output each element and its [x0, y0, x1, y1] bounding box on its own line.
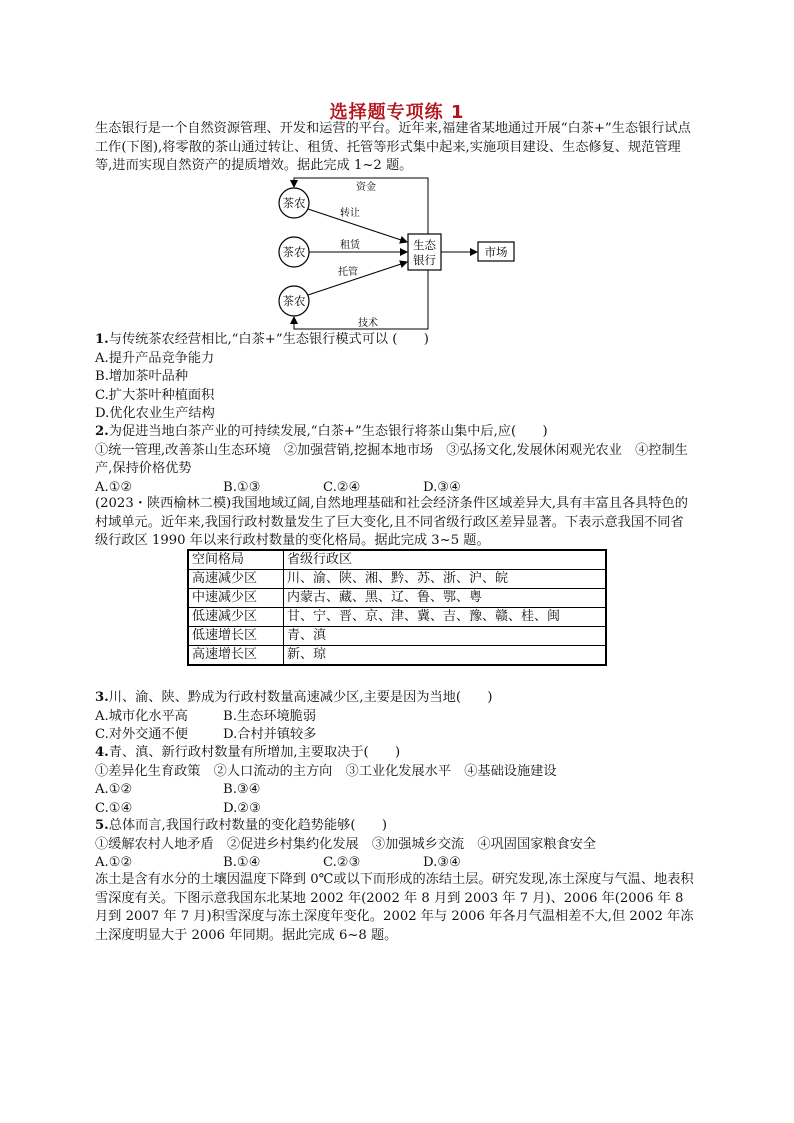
option-d: D.③④: [423, 855, 461, 870]
option-a: A.城市化水平高: [95, 708, 188, 724]
eco-bank-node: [408, 234, 441, 270]
option-a: A.①②: [95, 782, 133, 797]
option-c: C.②③: [323, 855, 361, 870]
table-cell: 甘、宁、晋、京、津、冀、吉、豫、赣、桂、闽: [284, 608, 607, 627]
option-b: B.生态环境脆弱: [223, 708, 317, 724]
page-title: 选择题专项练 1: [329, 102, 465, 123]
svg-text:银行: 银行: [413, 253, 436, 267]
tech-label: 技术: [358, 318, 378, 329]
table-header-row: [188, 550, 606, 570]
option-b: B.①③: [223, 479, 261, 495]
svg-text:茶农: 茶农: [282, 196, 306, 210]
intro-passage-1: [95, 120, 695, 176]
option-a: A.①②: [95, 855, 133, 870]
table-cell: 青、滇: [284, 627, 607, 646]
market-node: [478, 242, 514, 261]
svg-text:茶农: 茶农: [282, 245, 306, 259]
question-number: 2.: [95, 424, 109, 439]
option-d: D.合村并镇较多: [223, 727, 317, 742]
table-row: [188, 570, 606, 589]
option-d: D.优化农业生产结构: [95, 406, 215, 421]
question-2: [95, 423, 695, 497]
eco-bank-diagram: [270, 176, 530, 334]
option-c: C.对外交通不便: [95, 727, 188, 742]
transfer-label: 转让: [340, 208, 360, 219]
svg-text:生态: 生态: [413, 238, 436, 252]
question-stem: 为促进当地白茶产业的可持续发展,“白茶+”生态银行将茶山集中后,应( ): [108, 424, 548, 439]
question-items: ①统一管理,改善茶山生态环境 ②加强营销,挖掘本地市场 ③弘扬文化,发展休闲观光农业 ④控制生产,保持价格优势: [95, 442, 688, 476]
option-b: B.增加茶叶品种: [95, 369, 189, 384]
table-header-cell: 空间格局: [188, 550, 284, 570]
question-stem: 总体而言,我国行政村数量的变化趋势能够( ): [108, 818, 388, 833]
options-row: [95, 781, 695, 800]
question-number: 3.: [95, 690, 109, 705]
intro-text: 生态银行是一个自然资源管理、开发和运营的平台。近年来,福建省某地通过开展“白茶+”生态银行试点工作(下图),将零散的茶山通过转让、租赁、托管等形式集中起来,实施项目建设、生态修复、规范管理等,进而实现自然资产的提质增效。据此完成 1~2 题。: [95, 121, 691, 173]
table-cell: 中速减少区: [188, 589, 284, 608]
options-row: [95, 726, 695, 745]
farmer-node-2: [279, 237, 309, 267]
question-items: ①差异化生育政策 ②人口流动的主方向 ③工业化发展水平 ④基础设施建设: [95, 763, 557, 779]
farmer-node-3: [279, 286, 309, 316]
table-cell: 高速增长区: [188, 646, 284, 666]
trust-label: 托管: [338, 267, 358, 278]
option-a: A.提升产品竞争能力: [95, 350, 215, 366]
table-header-cell: 省级行政区: [284, 550, 607, 570]
question-1: [95, 331, 695, 424]
question-number: 1.: [95, 332, 109, 347]
table-row: [188, 627, 606, 646]
question-number: 5.: [95, 818, 109, 833]
table-row: [188, 646, 606, 666]
intro-passage-3: [95, 871, 695, 945]
question-5: [95, 817, 695, 873]
option-a: A.①②: [95, 479, 133, 495]
intro-passage-2: [95, 495, 695, 551]
table-cell: 川、渝、陕、湘、黔、苏、浙、沪、皖: [284, 570, 607, 589]
table-cell: 高速减少区: [188, 570, 284, 589]
table-cell: 内蒙古、藏、黑、辽、鲁、鄂、粤: [284, 589, 607, 608]
table-row: [188, 608, 606, 627]
option-c: C.①④: [95, 800, 133, 816]
village-change-table: [187, 549, 607, 666]
question-stem: 青、滇、新行政村数量有所增加,主要取决于( ): [108, 745, 401, 760]
option-d: D.②③: [223, 800, 261, 816]
intro-text: (2023・陕西榆林二模)我国地域辽阔,自然地理基础和社会经济条件区域差异大,具有丰富且各具特色的村域单元。近年来,我国行政村数量发生了巨大变化,且不同省级行政区差异显著。下表示意我国不同省级行政区 1990 年以来行政村数量的变化格局。据此完成 3~5 题。: [95, 496, 688, 548]
question-4: [95, 744, 695, 818]
option-b: B.③④: [223, 782, 261, 797]
question-3: [95, 689, 695, 745]
option-d: D.③④: [423, 479, 461, 495]
options-row: [95, 854, 695, 873]
lease-label: 租赁: [340, 240, 360, 251]
funds-label: 资金: [356, 182, 376, 193]
options-row: [95, 708, 695, 727]
intro-text: 冻土是含有水分的土壤因温度下降到 0℃或以下而形成的冻结土层。研究发现,冻土深度与气温、地表积雪深度有关。下图示意我国东北某地 2002 年(2002 年 8 月到 2003 年 7 月)、2006 年(2006 年 8 月到 2007 年 7 月)积雪深度与冻土深度年变化。2002 年与 2006 年各月气温相差不大,但 2002 年冻土深度明显大于 2006 年同期。据此完成 6~8 题。: [95, 872, 694, 943]
svg-text:市场: 市场: [484, 245, 508, 259]
options-row: [95, 800, 695, 819]
question-stem: 与传统茶农经营相比,“白茶+”生态银行模式可以 ( ): [108, 332, 429, 347]
option-c: C.扩大茶叶种植面积: [95, 387, 215, 403]
table-cell: 低速减少区: [188, 608, 284, 627]
question-number: 4.: [95, 745, 109, 760]
farmer-node-1: [279, 188, 309, 218]
svg-text:茶农: 茶农: [282, 294, 306, 308]
table-row: [188, 589, 606, 608]
question-items: ①缓解农村人地矛盾 ②促进乡村集约化发展 ③加强城乡交流 ④巩固国家粮食安全: [95, 836, 597, 852]
question-stem: 川、渝、陕、黔成为行政村数量高速减少区,主要是因为当地( ): [108, 690, 493, 705]
option-b: B.①④: [223, 855, 261, 870]
table-cell: 新、琼: [284, 646, 607, 666]
option-c: C.②④: [323, 479, 361, 495]
table-cell: 低速增长区: [188, 627, 284, 646]
